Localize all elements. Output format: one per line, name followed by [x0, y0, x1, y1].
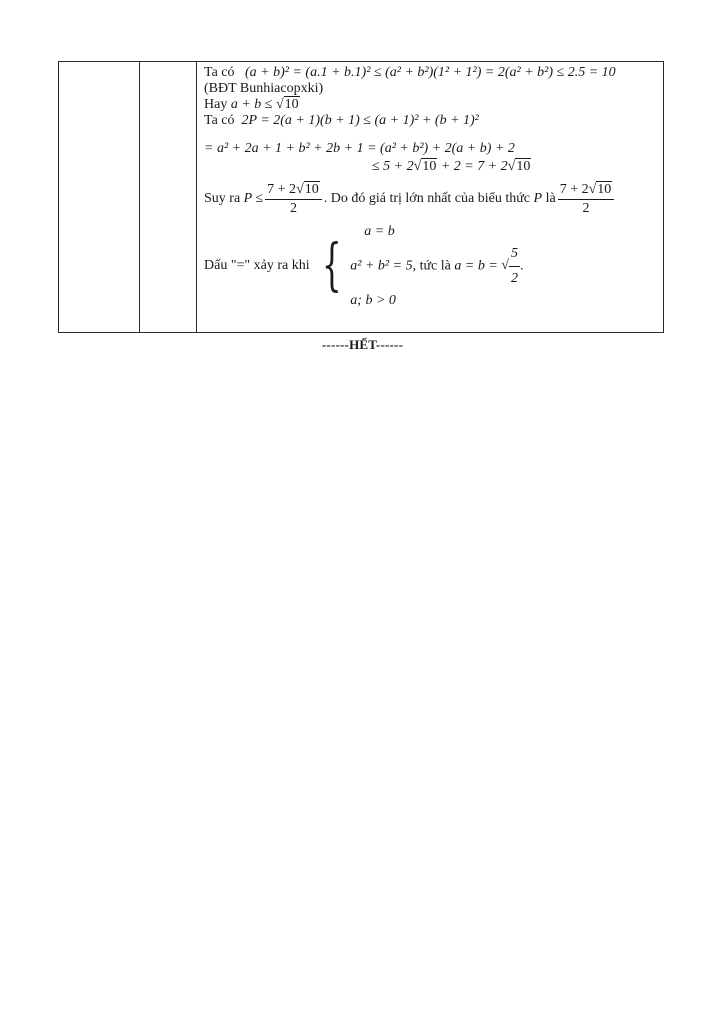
line4-text: Ta có [204, 113, 235, 129]
line4-math: 2P = 2(a + 1)(b + 1) ≤ (a + 1)² + (b + 1)² [241, 113, 479, 129]
line6-part-a: ≤ 5 + 2 [372, 159, 414, 175]
line-suy-ra [204, 182, 663, 217]
line-hay [204, 97, 663, 113]
solution-content [197, 62, 663, 312]
solution-cell [197, 62, 664, 333]
part-cell [140, 62, 197, 333]
sqrt-10: √10 [507, 159, 531, 175]
end-marker: ------HẾT------ [321, 337, 404, 352]
sqrt-10-radicand: 10 [516, 159, 531, 175]
line-dau-bang [204, 221, 663, 312]
system-line: a; b > 0 [350, 292, 396, 308]
la-text: là [545, 191, 556, 207]
table-row [59, 62, 664, 333]
line-2p [204, 113, 663, 129]
line5-math: = a² + 2a + 1 + b² + 2b + 1 = (a² + b²) + 2(a + b) + 2 [204, 141, 515, 157]
sqrt-fraction: √ $\frac{5}{2}$ [501, 258, 520, 273]
fraction-max [265, 182, 322, 217]
fraction-numerator: 7 + 2√10 [558, 182, 615, 200]
left-brace-icon: { [321, 233, 342, 299]
sqrt-10-radicand: 10 [422, 159, 437, 175]
dau-text: Dấu "=" xảy ra khi [204, 258, 310, 274]
line3-math: a + b ≤ [230, 97, 276, 113]
line6-part-b: + 2 = 7 + 2 [437, 159, 508, 175]
suy-ra-math: P ≤ [243, 191, 264, 207]
line-bunhiacopxki [204, 65, 663, 81]
do-do-text: . Do đó giá trị lớn nhất của biểu thức [323, 191, 531, 207]
system-line: a = b [364, 223, 395, 239]
fraction-denominator: 2 [582, 200, 590, 216]
line-expand [204, 141, 663, 157]
fraction-denominator: 2 [289, 200, 297, 216]
sqrt-10-radicand: 10 [284, 97, 299, 113]
fraction-max-value [558, 182, 615, 217]
equation-system [350, 221, 523, 312]
line3-text: Hay [204, 97, 228, 113]
sqrt-10: √10 [275, 97, 299, 113]
question-cell [59, 62, 140, 333]
line2-text: (BĐT Bunhiacopxki) [204, 81, 324, 97]
sqrt-10: √10 [413, 159, 437, 175]
system-line: a² + b² = 5, tức là a = b = √ $\frac{5}{2}$ . [350, 243, 523, 290]
line1-math: (a + b)² = (a.1 + b.1)² ≤ (a² + b²)(1² + 1²) = 2(a² + b²) ≤ 2.5 = 10 [245, 65, 616, 80]
solution-table [58, 61, 664, 333]
line-bound [204, 159, 663, 175]
line1-text: Ta có [204, 65, 235, 80]
do-do-var: P [533, 191, 543, 207]
line-bdt-note [204, 81, 663, 97]
suy-ra-text: Suy ra [204, 191, 241, 207]
fraction-numerator: 7 + 2√10 [265, 182, 322, 200]
